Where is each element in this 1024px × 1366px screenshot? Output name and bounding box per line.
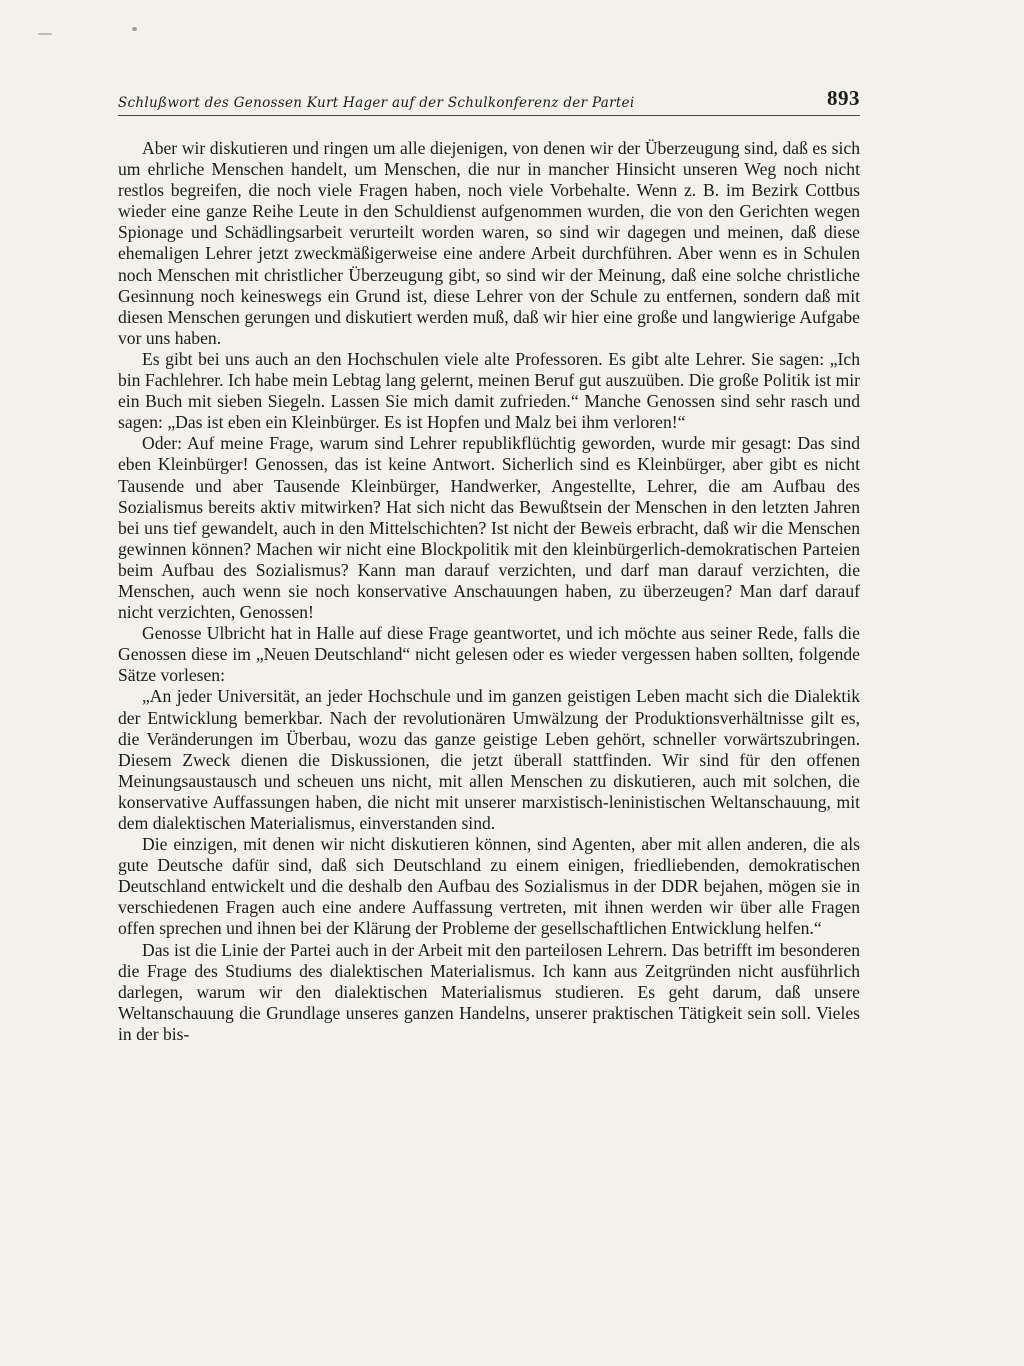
quote-paragraph: Die einzigen, mit denen wir nicht diskutieren können, sind Agenten, aber mit allen anderen, die als gute Deutsche dafür sind, daß sich Deutschland zu einem einigen, friedliebenden, demokratischen Deutschland entwickelt und die deshalb den Aufbau des Sozialismus in der DDR bejahen, mögen sie in verschiedenen Fragen auch eine andere Auffassung vertreten, mit ihnen werden wir über alle Fragen offen sprechen und ihnen bei der Klärung der Probleme der gesellschaftlichen Entwicklung helfen.“: [118, 834, 860, 939]
paragraph: Genosse Ulbricht hat in Halle auf diese Frage geantwortet, und ich möchte aus seiner Rede, falls die Genossen diese im „Neuen Deutschland“ nicht gelesen oder es wieder vergessen haben sollten, folgende Sätze vorlesen:: [118, 623, 860, 686]
paragraph: Das ist die Linie der Partei auch in der Arbeit mit den parteilosen Lehrern. Das betrifft im besonderen die Frage des Studiums des dialektischen Materialismus. Ich kann aus Zeitgründen nicht ausführlich darlegen, warum wir den dialektischen Materialismus studieren. Es geht darum, daß unsere Weltanschauung die Grundlage unseres ganzen Handelns, unserer praktischen Tätigkeit sein soll. Vieles in der bis-: [118, 939, 860, 1044]
scan-speck: [38, 33, 52, 35]
scan-speck: [132, 27, 137, 31]
running-header: [118, 86, 860, 116]
paragraph: Oder: Auf meine Frage, warum sind Lehrer republikflüchtig geworden, wurde mir gesagt: Das sind eben Kleinbürger! Genossen, das ist keine Antwort. Sicherlich sind es Kleinbürger, aber gibt es nicht Tausende und aber Tausende Kleinbürger, Handwerker, Angestellte, Lehrer, die am Aufbau des Sozialismus bereits aktiv mitwirken? Hat sich nicht das Bewußtsein der Menschen in den letzten Jahren bei uns tief gewandelt, auch in den Mittelschichten? Ist nicht der Beweis erbracht, daß wir die Menschen gewinnen können? Machen wir nicht eine Blockpolitik mit den kleinbürgerlich-demokratischen Parteien beim Aufbau des Sozialismus? Kann man darauf verzichten, und darf man darauf verzichten, die Menschen, auch wenn sie noch konservative Anschauungen haben, zu überzeugen? Man darf darauf nicht verzichten, Genossen!: [118, 433, 860, 623]
paragraph: Es gibt bei uns auch an den Hochschulen viele alte Professoren. Es gibt alte Lehrer. Sie sagen: „Ich bin Fachlehrer. Ich habe mein Lebtag lang gelernt, meinen Beruf gut auszuüben. Die große Politik ist mir ein Buch mit sieben Siegeln. Lassen Sie mich damit zufrieden.“ Manche Genossen sind sehr rasch und sagen: „Das ist eben ein Kleinbürger. Es ist Hopfen und Malz bei ihm verloren!“: [118, 348, 860, 433]
running-title: Schlußwort des Genossen Kurt Hager auf der Schulkonferenz der Partei: [118, 95, 635, 111]
page-number: 893: [827, 86, 860, 110]
body-text: [118, 138, 860, 1045]
quote-paragraph: „An jeder Universität, an jeder Hochschule und im ganzen geistigen Leben macht sich die Dialektik der Entwicklung bemerkbar. Nach der revolutionären Umwälzung der Produktionsverhältnisse gilt es, die Veränderungen im Überbau, wozu das ganze geistige Leben gehört, schneller vorwärtszubringen. Diesem Zweck dienen die Diskussionen, die jetzt überall stattfinden. Wir sind für den offenen Meinungsaustausch und scheuen uns nicht, mit allen Menschen zu diskutieren, auch mit solchen, die konservative Auffassungen haben, die nicht mit unserer marxistisch-leninistischen Weltanschauung, mit dem dialektischen Materialismus, einverstanden sind.: [118, 686, 860, 833]
paragraph: Aber wir diskutieren und ringen um alle diejenigen, von denen wir der Überzeugung sind, daß es sich um ehrliche Menschen handelt, um Menschen, die nur in mancher Hinsicht unseren Weg noch nicht restlos begreifen, die noch viele Fragen haben, noch viele Vorbehalte. Wenn z. B. im Bezirk Cottbus wieder eine ganze Reihe Leute in den Schuldienst aufgenommen wurden, die von den Gerichten wegen Spionage und Schädlingsarbeit verurteilt worden waren, so sind wir dagegen und meinen, daß diese ehemaligen Lehrer jetzt zweckmäßigerweise eine andere Arbeit durchführen. Aber wenn es in Schulen noch Menschen mit christlicher Überzeugung gibt, so sind wir der Meinung, daß eine solche christliche Gesinnung noch keineswegs ein Grund ist, diese Lehrer von der Schule zu entfernen, sondern daß mit diesen Menschen gerungen und diskutiert werden muß, daß wir hier eine große und langwierige Aufgabe vor uns haben.: [118, 138, 860, 348]
document-page: [118, 86, 860, 1045]
